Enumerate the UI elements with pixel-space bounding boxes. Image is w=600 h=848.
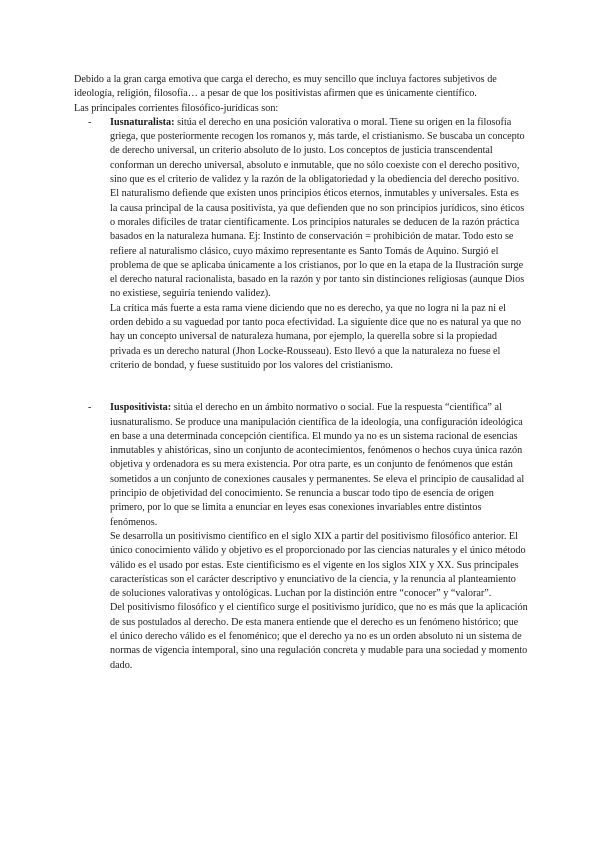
spacer bbox=[74, 387, 528, 401]
item-paragraph: sitúa el derecho en una posición valorativa o moral. Tiene su origen en la filosofía griega, que posteriormente recogen los romanos y, más tarde, el cristianismo. Se buscaba un concepto de derecho universal, un criterio absoluto de lo justo. Los conceptos de justicia transcendental conforman un derecho universal, absoluto e inmutable, que no sólo coexiste con el derecho positivo, sino que es el criterio de validez y la razón de la obligatoriedad y la obediencia del derecho positivo. El naturalismo defiende que existen unos principios éticos eternos, inmutables y universales. Esta es la causa principal de la causa positivista, ya que defienden que no son principios jurídicos, sino éticos o morales difíciles de tratar científicamente. Los principios naturales se deducen de la razón práctica basados en la naturaleza humana. Ej: Instinto de conservación = prohibición de matar. Todo esto se refiere al naturalismo clásico, cuyo máximo representante es Santo Tomás de Aquino. Surgió el problema de que se aplicaba únicamente a los cristianos, por lo que en la etapa de la Ilustración surge el derecho natural racionalista, basado en la razón y por tanto sin distinciones religiosas (aunque Dios no existiese, seguiría teniendo validez). bbox=[110, 116, 525, 300]
term-label: Iuspositivista: bbox=[110, 402, 172, 414]
document-page bbox=[74, 73, 528, 673]
spacer bbox=[74, 373, 528, 387]
item-paragraph: sitúa el derecho en un ámbito normativo o social. Fue la respuesta “científica” al iusnaturalismo. Se produce una manipulación científica de la ideología, una configuración ideológica en base a una determinada concepción científica. El mundo ya no es un sistema racional de esencias inmutables y ahistóricas, sino un conjunto de acontecimientos, fenómenos o hechos cuya única razón objetiva y ordenadora es su mera existencia. Por otra parte, es un conjunto de fenómenos que están sometidos a un conjunto de conexiones causales y permanentes. Se eleva el principio de causalidad al principio de objetividad del conocimiento. Se renuncia a buscar todo tipo de esencia de origen primero, por lo que se limita a enunciar en leyes esas conexiones invariables entre distintos fenómenos. bbox=[110, 402, 525, 528]
list-item-iuspositivista bbox=[74, 401, 528, 601]
item-paragraph: La crítica más fuerte a esta rama viene diciendo que no es derecho, ya que no logra ni la paz ni el orden debido a su vaguedad por tanto poca efectividad. La siguiente dice que no es natural ya que no hay un concepto universal de naturaleza humana, por ejemplo, la querella sobre si la propiedad privada es un derecho natural (Jhon Locke-Rousseau). Esto llevó a que la naturaleza no fuese el criterio de bondad, y fuese sustituido por los valores del cristianismo. bbox=[110, 302, 522, 371]
list-dash: - bbox=[88, 116, 92, 128]
intro-list-heading: Las principales corrientes filosófico-jurídicas son: bbox=[74, 102, 279, 114]
list-item-text bbox=[110, 116, 528, 302]
closing-block bbox=[74, 601, 528, 672]
item-paragraph: Se desarrolla un positivismo científico en el siglo XIX a partir del positivismo filosófico anterior. El único conocimiento válido y objetivo es el proporcionado por las ciencias naturales y el único método válido es el usado por estas. Este cientificismo es el vigente en los siglos XIX y XX. Sus principales características son el carácter descriptivo y enunciativo de la ciencia, y la renuncia al planteamiento de soluciones valorativas y ontológicas. Luchan por la distinción entre “conocer” y “valorar”. bbox=[110, 530, 526, 600]
list-item-text bbox=[110, 401, 528, 530]
closing-paragraph: Del positivismo filosófico y el científico surge el positivismo jurídico, que no es más que la aplicación de sus postulados al derecho. De esta manera entiende que el derecho es un fenómeno histórico; que el único derecho válido es el fenoménico; que el derecho ya no es un orden absoluto ni un sistema de normas de vigencia intemporal, sino una regulación concreta y mudable para una sociedad y momento dado. bbox=[110, 602, 528, 671]
list-dash: - bbox=[88, 402, 92, 414]
list-item-iusnaturalista bbox=[74, 116, 528, 373]
intro-paragraph: Debido a la gran carga emotiva que carga el derecho, es muy sencillo que incluya factores subjetivos de ideología, religión, filosofía… a pesar de que los positivistas afirmen que es únicamente científico. bbox=[74, 74, 497, 100]
term-label: Iusnaturalista: bbox=[110, 116, 175, 128]
